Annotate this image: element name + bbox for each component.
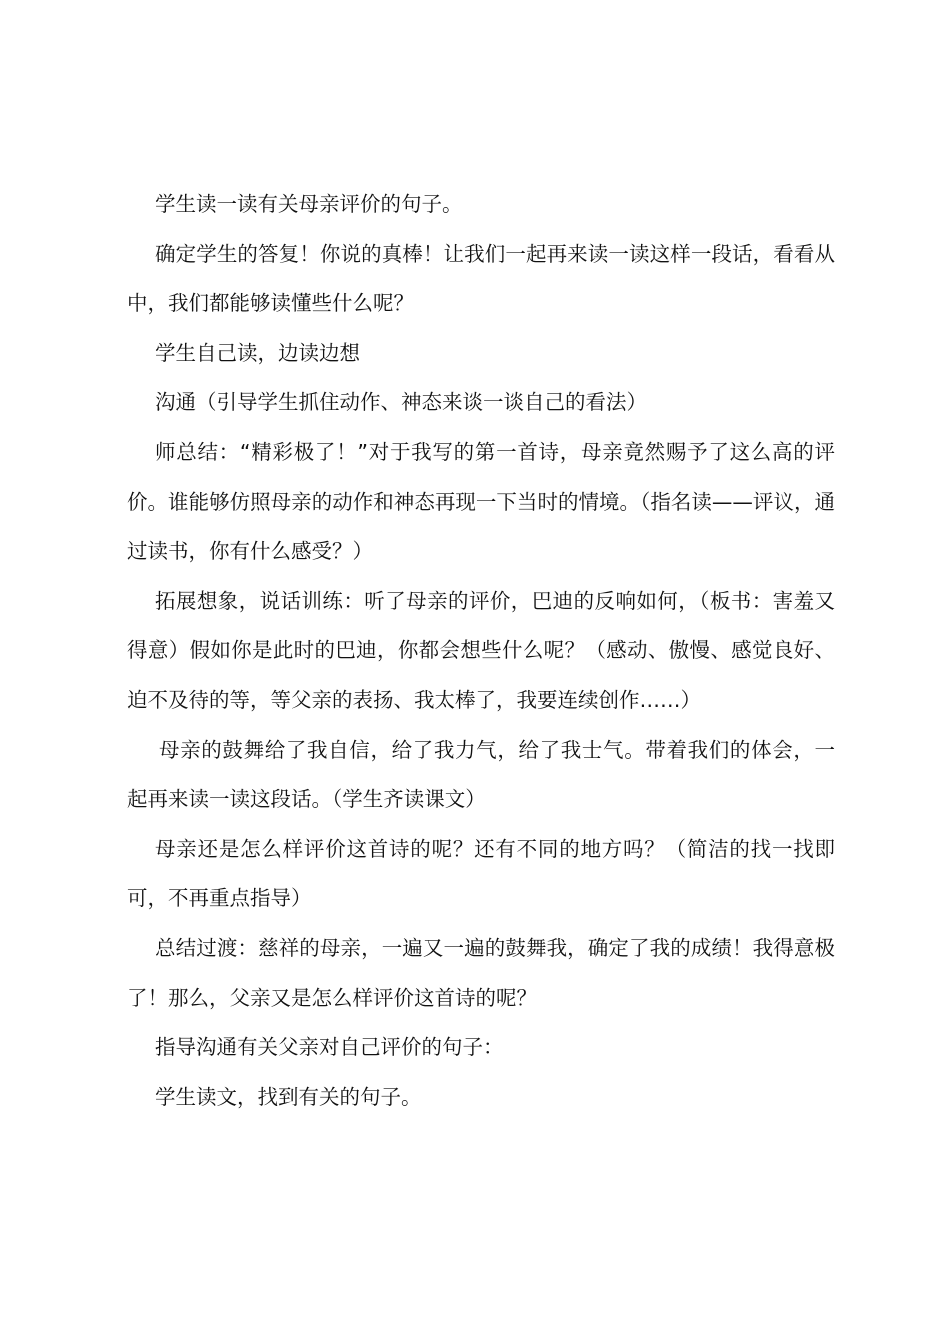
- paragraph-8: 母亲还是怎么样评价这首诗的呢？还有不同的地方吗？（简洁的找一找即可，不再重点指导）: [127, 836, 835, 911]
- paragraph-9: 总结过渡：慈祥的母亲，一遍又一遍的鼓舞我，确定了我的成绩！我得意极了！那么，父亲又是怎么样评价这首诗的呢？: [127, 935, 835, 1010]
- paragraph-1: 学生读一读有关母亲评价的句子。: [155, 192, 463, 216]
- document-body: [127, 180, 835, 1122]
- paragraph-6: 拓展想象，说话训练：听了母亲的评价，巴迪的反响如何，（板书：害羞又得意）假如你是此时的巴迪，你都会想些什么呢？（感动、傲慢、感觉良好、迫不及待的等，等父亲的表扬、我太棒了，我要连续创作……）: [127, 588, 835, 712]
- paragraph-3: 学生自己读，边读边想: [155, 340, 360, 365]
- paragraph-4: 沟通（引导学生抓住动作、神态来谈一谈自己的看法）: [155, 390, 647, 415]
- paragraph-7: 母亲的鼓舞给了我自信，给了我力气，给了我士气。带着我们的体会，一起再来读一读这段话。（学生齐读课文）: [127, 737, 835, 812]
- paragraph-11: 学生读文，找到有关的句子。: [155, 1084, 422, 1109]
- paragraph-10: 指导沟通有关父亲对自己评价的句子：: [155, 1035, 504, 1060]
- paragraph-2: 确定学生的答复！你说的真棒！让我们一起再来读一读这样一段话，看看从中，我们都能够读懂些什么呢？: [127, 241, 835, 316]
- paragraph-5: 师总结：“精彩极了！”对于我写的第一首诗，母亲竟然赐予了这么高的评价。谁能够仿照母亲的动作和神态再现一下当时的情境。（指名读——评议，通过读书，你有什么感受？）: [127, 439, 835, 564]
